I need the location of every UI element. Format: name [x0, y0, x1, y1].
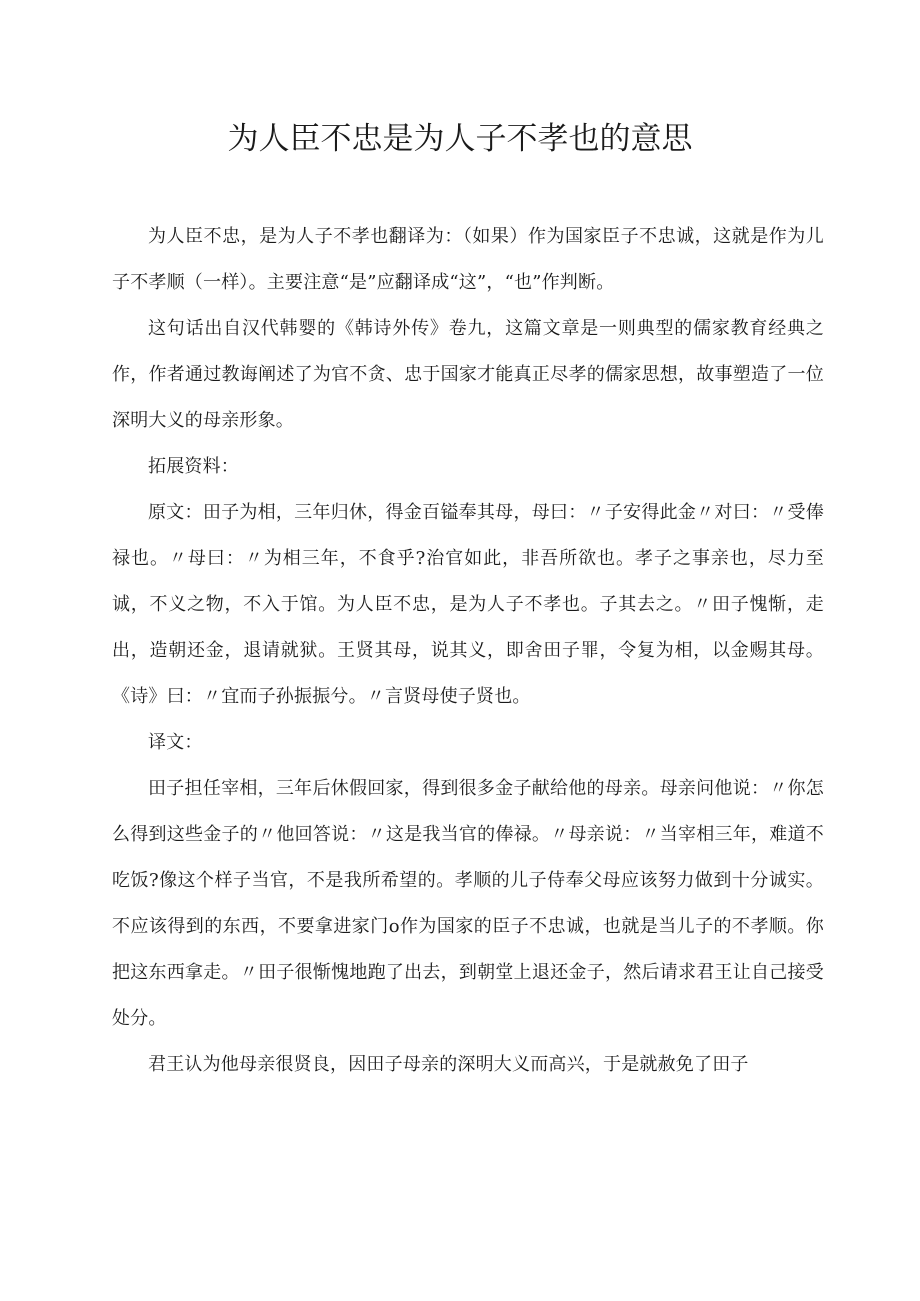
paragraph-translation-text: 田子担任宰相，三年后休假回家，得到很多金子献给他的母亲。母亲问他说：〃你怎么得到这些金子的〃他回答说：〃这是我当官的俸禄。〃母亲说：〃当宰相三年，难道不吃饭?像这个样子当官，不是我所希望的。孝顺的儿子侍奉父母应该努力做到十分诚实。不应该得到的东西，不要拿进家门o作为国家的臣子不忠诚，也就是当儿子的不孝顺。你把这东西拿走。〃田子很惭愧地跑了出去，到朝堂上退还金子，然后请求君王让自己接受处分。 — [112, 778, 824, 1029]
document-body — [112, 214, 824, 1088]
paragraph-source: 这句话出自汉代韩婴的《韩诗外传》卷九，这篇文章是一则典型的儒家教育经典之作，作者通过教诲阐述了为官不贪、忠于国家才能真正尽孝的儒家思想，故事塑造了一位深明大义的母亲形象。 — [112, 318, 824, 431]
paragraph-translation-intro: 为人臣不忠，是为人子不孝也翻译为：（如果）作为国家臣子不忠诚，这就是作为儿子不孝顺（一样）。主要注意“是”应翻译成“这”，“也”作判断。 — [112, 226, 824, 293]
paragraph-extended-heading: 拓展资料： — [148, 456, 239, 477]
page-title: 为人臣不忠是为人子不孝也的意思 — [227, 121, 693, 157]
paragraph-translation-heading: 译文： — [148, 732, 203, 753]
paragraph-conclusion: 君王认为他母亲很贤良，因田子母亲的深明大义而高兴，于是就赦免了田子 — [148, 1054, 749, 1075]
paragraph-original-text: 原文：田子为相，三年归休，得金百镒奉其母，母曰：〃子安得此金〃对曰：〃受俸禄也。〃母曰：〃为相三年，不食乎?治官如此，非吾所欲也。孝子之事亲也，尽力至诚，不义之物，不入于馆。为人臣不忠，是为人子不孝也。子其去之。〃田子愧惭，走出，造朝还金，退请就狱。王贤其母，说其义，即舍田子罪，令复为相，以金赐其母。《诗》曰：〃宜而子孙振振兮。〃言贤母使子贤也。 — [112, 502, 824, 707]
